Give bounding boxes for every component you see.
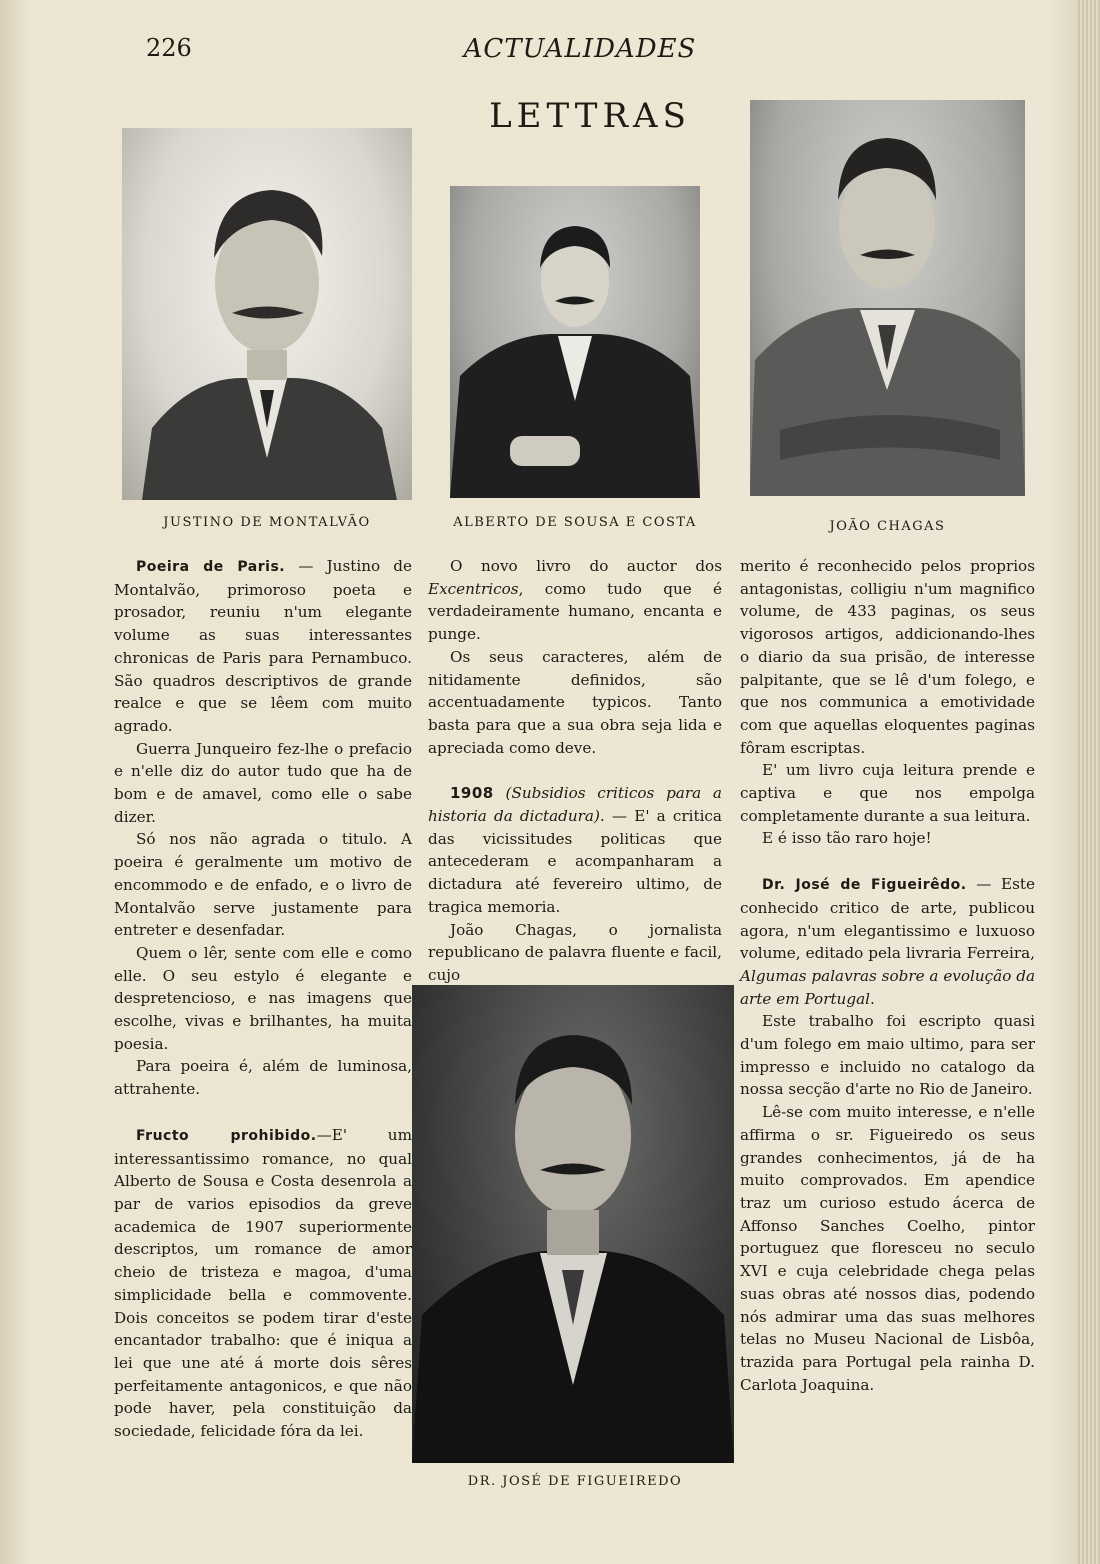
section-title: LETTRAS — [489, 96, 691, 136]
portrait-montalvao — [122, 128, 412, 500]
paragraph: Os seus caracteres, além de nitidamente definidos, são accentuadamente typicos. Tanto basta para que a sua obra seja lida e apreciada como deve. — [428, 647, 722, 757]
paragraph: Lê-se com muito interesse, e n'elle affirma o sr. Figueiredo os seus grandes conhecimentos, já de ha muito comprovados. Em apendice traz um curioso estudo ácerca de Affonso Sanches Coelho, pintor portuguez que floresceu no seculo XVI e cuja celebridade chega pelas suas obras até nossos dias, podendo nós admirar uma das suas melhores telas no Museu Nacional de Lisbôa, trazida para Portugal pela rainha D. Carlota Joaquina. — [740, 1103, 1035, 1394]
page-number: 226 — [146, 34, 192, 62]
heading-1908: 1908 — [450, 784, 494, 803]
paragraph: O novo livro do auctor dos Excentricos, como tudo que é verdadeiramente humano, encanta e punge. — [428, 557, 722, 644]
portrait-sousa-costa — [450, 186, 700, 498]
paragraph: Dr. José de Figueirêdo. — Este conhecido critico de arte, publicou agora, n'um elegantissimo e luxuoso volume, editado pela livraria Ferreira, Algumas palavras sobre a evolução da arte em Portugal. — [740, 875, 1035, 1008]
text-column-1 — [114, 555, 412, 1443]
paragraph: Para poeira é, além de luminosa, attrahente. — [114, 1057, 412, 1099]
text-column-2 — [428, 555, 722, 987]
paragraph: merito é reconhecido pelos proprios antagonistas, colligiu n'um magnifico volume, de 433 paginas, os seus vigorosos artigos, addicionando-lhes o diario da sua prisão, de interesse palpitante, que se lê d'um folego, e que nos communica a emotividade com que aquellas eloquentes paginas fôram escriptas. — [740, 557, 1035, 757]
paragraph: Este trabalho foi escripto quasi d'um folego em maio ultimo, para ser impresso e incluido no catalogo da nossa secção d'arte no Rio de Janeiro. — [740, 1012, 1035, 1099]
caption-chagas: JOÃO CHAGAS — [829, 519, 946, 534]
paragraph: E é isso tão raro hoje! — [762, 829, 932, 848]
heading-fructo-prohibido: Fructo prohibido. — [136, 1127, 317, 1144]
text-column-3 — [740, 555, 1035, 1396]
caption-sousa-costa: ALBERTO DE SOUSA E COSTA — [453, 515, 697, 530]
heading-jose-de-figueiredo: Dr. José de Figueirêdo. — [762, 877, 967, 894]
paragraph: Fructo prohibido.—E' um interessantissimo romance, no qual Alberto de Sousa e Costa desenrola a par de varios episodios da greve academica de 1907 superiormente descriptos, um romance de amor cheio de tristeza e magoa, d'uma simplicidade bella e commovente. Dois conceitos se podem tirar d'este encantador trabalho: que é iniqua a lei que une até á morte dois sêres perfeitamente antagonicos, e que não pode haver, pela constituição da sociedade, felicidade fóra da lei. — [114, 1125, 412, 1441]
running-title: ACTUALIDADES — [463, 34, 697, 64]
portrait-chagas — [750, 100, 1025, 496]
paragraph: Poeira de Paris. — Justino de Montalvão, primoroso poeta e prosador, reuniu n'um elegante volume as suas interessantes chronicas de Paris para Pernambuco. São quadros descriptivos de grande realce e que se lêem com muito agrado. — [114, 557, 412, 735]
book-edge — [1078, 0, 1100, 1564]
paragraph: Quem o lêr, sente com elle e como elle. O seu estylo é elegante e despretencioso, e nas imagens que escolhe, vivas e brilhantes, ha muita poesia. — [114, 943, 412, 1053]
paragraph: E' um livro cuja leitura prende e captiva e que nos empolga completamente durante a sua leitura. — [740, 761, 1035, 825]
paragraph: 1908 (Subsidios criticos para a historia da dictadura). — E' a critica das vicissitudes politicas que antecederam e acompanharam a dictadura até fevereiro ultimo, de tragica memoria. — [428, 784, 722, 916]
caption-montalvao: JUSTINO DE MONTALVÃO — [163, 515, 371, 530]
heading-poeira-de-paris: Poeira de Paris. — [136, 559, 286, 575]
paragraph: João Chagas, o jornalista republicano de palavra fluente e facil, cujo — [428, 920, 722, 984]
paragraph: Guerra Junqueiro fez-lhe o prefacio e n'elle diz do autor tudo que ha de bom e de amavel, como elle o sabe dizer. — [114, 739, 412, 826]
portrait-figueiredo — [412, 985, 734, 1463]
paragraph: Só nos não agrada o titulo. A poeira é geralmente um motivo de encommodo e de enfado, e o livro de Montalvão serve justamente para entreter e desenfadar. — [114, 830, 412, 940]
caption-figueiredo: DR. JOSÉ DE FIGUEIREDO — [467, 1474, 683, 1489]
